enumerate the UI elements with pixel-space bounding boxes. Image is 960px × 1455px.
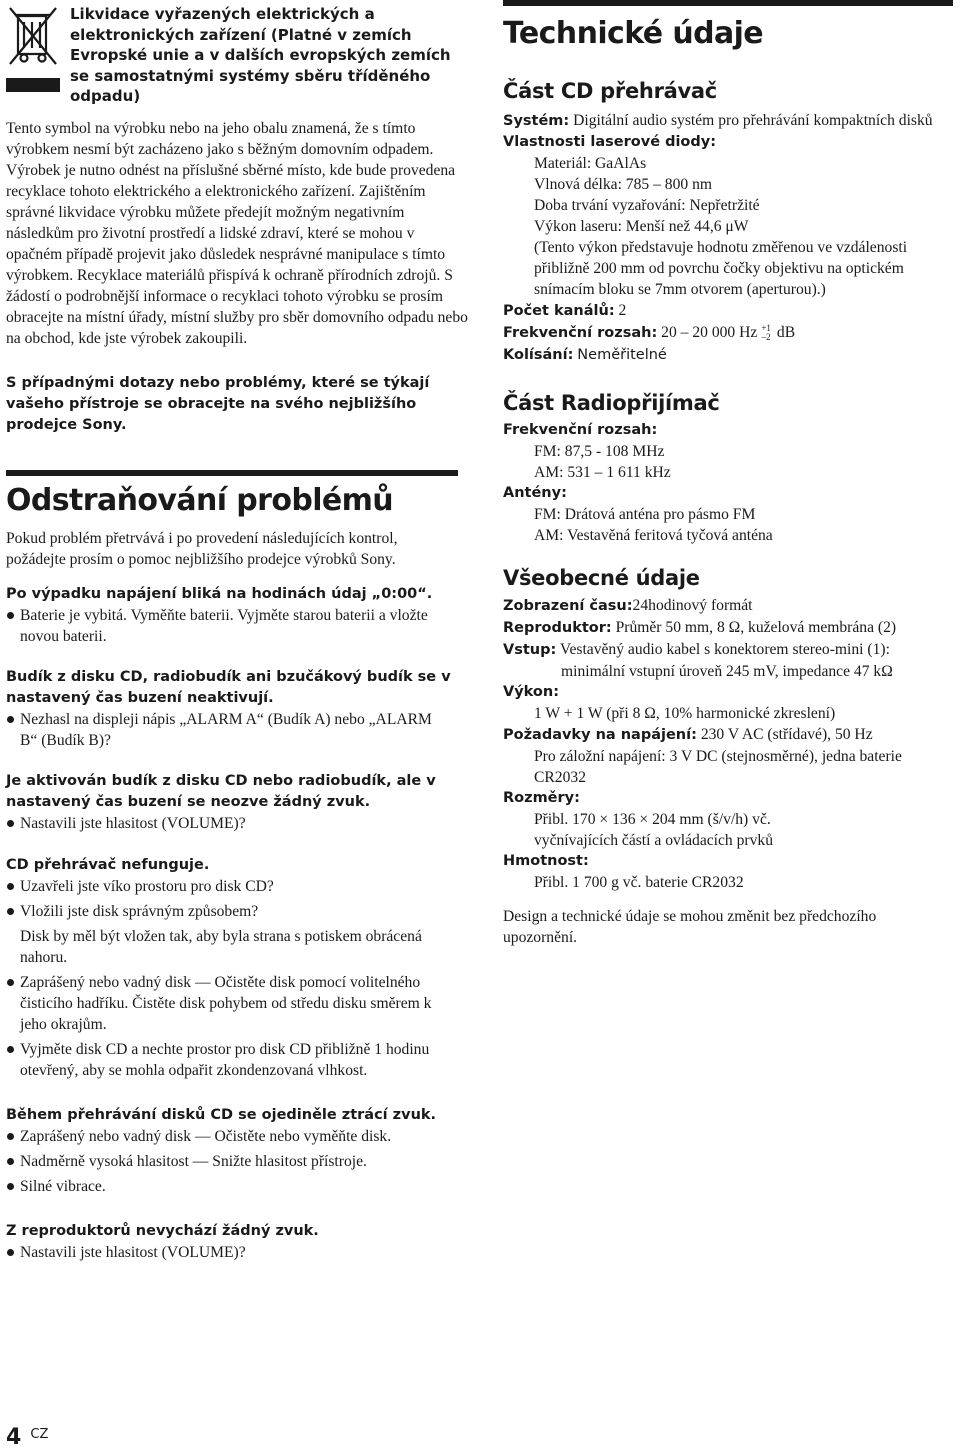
spec-label: Kolísání:	[503, 347, 574, 363]
spec-value: Doba trvání vyzařování: Nepřetržité	[534, 197, 760, 214]
weee-heading: Likvidace vyřazených elektrických a elektronických zařízení (Platné v zemích Evropské unie a v dalších evropských zemích se samostatnými systémy sběru tříděného odpadu)	[70, 5, 451, 105]
gen-output-label: Výkon:	[503, 684, 560, 700]
spec-value: Výkon laseru: Menší než 44,6 μW	[534, 218, 749, 235]
language-code: CZ	[30, 1427, 49, 1442]
spec-value: AM: 531 – 1 611 kHz	[534, 464, 671, 481]
page-number: 4	[6, 1425, 22, 1450]
spec-label: Vstup:	[503, 642, 557, 658]
issue-question: Po výpadku napájení bliká na hodinách údaj „0:00“.	[6, 586, 433, 602]
cd-frequency	[503, 322, 955, 344]
spec-label: Reproduktor:	[503, 620, 612, 636]
issue-note: Disk by měl být vložen tak, aby byla strana s potiskem obrácená nahoru.	[20, 928, 422, 966]
spec-value: FM: 87,5 - 108 MHz	[534, 443, 665, 460]
spec-value: AM: Vestavěná feritová tyčová anténa	[534, 527, 773, 544]
tolerance: +1 –2	[761, 323, 771, 343]
cd-channels	[503, 300, 955, 322]
cd-system	[503, 110, 955, 132]
issue-5	[6, 1105, 468, 1197]
spec-value: Průměr 50 mm, 8 Ω, kuželová membrána (2)	[615, 619, 897, 636]
issue-answer: Zaprášený nebo vadný disk — Očistěte nebo vyměňte disk.	[6, 1126, 468, 1147]
issue-question: Z reproduktorů nevychází žádný zvuk.	[6, 1223, 319, 1239]
left-column	[6, 0, 468, 1263]
issue-answer: Vložili jste disk správným způsobem?	[6, 901, 468, 922]
spec-value: 2	[618, 302, 627, 319]
spec-label: Požadavky na napájení:	[503, 727, 697, 743]
spec-value: Vestavěný audio kabel s konektorem stereo-mini (1):	[559, 641, 890, 658]
gen-dim-label: Rozměry:	[503, 790, 580, 806]
cd-section-title: Část CD přehrávač	[503, 79, 717, 103]
weee-body: Tento symbol na výrobku nebo na jeho obalu znamená, že s tímto výrobkem nesmí být zacházeno jako s běžným domovním odpadem. Výrobek je nutno odnést na příslušné sběrné místo, kde bude provedena recyklace tohoto elektrického a elektronického zařízení. Zajištěním správné likvidace výrobku můžete předejít možným negativním následkům pro životní prostředí a lidské zdraví, které se mohou v opačném případě projevit jako důsledek nesprávné manipulace s tímto výrobkem. Recyklace materiálů přispívá k ochraně přírodních zdrojů. S žádostí o podrobnější informace o recyklaci tohoto výrobku se prosím obracejte na místní úřady, místní služby pro sběr domovního odpadu nebo na obchod, kde jste výrobek zakoupili.	[6, 120, 468, 347]
radio-section-title: Část Radiopřijímač	[503, 391, 720, 415]
gen-clock	[503, 595, 955, 617]
spec-value: 230 V AC (střídavé), 50 Hz	[700, 726, 873, 743]
section-rule	[503, 0, 953, 6]
issue-answer: Uzavřeli jste víko prostoru pro disk CD?	[6, 876, 468, 897]
sony-contact-note: S případnými dotazy nebo problémy, které se týkají vašeho přístroje se obracejte na svého nejbližšího prodejce Sony.	[6, 375, 430, 433]
spec-value: Materiál: GaAlAs	[534, 155, 647, 172]
issue-2	[6, 667, 468, 751]
radio-freq-lines	[503, 441, 955, 483]
weee-block	[6, 0, 468, 110]
cd-wow	[503, 344, 955, 366]
issue-4	[6, 855, 468, 1081]
gen-input-2: minimální vstupní úroveň 245 mV, impedance 47 kΩ	[561, 663, 893, 680]
radio-freq-label: Frekvenční rozsah:	[503, 422, 658, 438]
crossed-out-wheelie-bin-icon	[6, 2, 62, 94]
spec-label: Zobrazení času:	[503, 598, 633, 614]
gen-power	[503, 724, 955, 746]
gen-dim-lines	[503, 809, 955, 851]
spec-unit: dB	[776, 324, 796, 341]
issue-question: Je aktivován budík z disku CD nebo radiobudík, ale v nastavený čas buzení se neozve žádný zvuk.	[6, 773, 436, 810]
issue-answer: Nezhasl na displeji nápis „ALARM A“ (Budík A) nebo „ALARM B“ (Budík B)?	[6, 709, 440, 751]
issue-question: Během přehrávání disků CD se ojediněle ztrácí zvuk.	[6, 1107, 437, 1123]
page-footer	[6, 1425, 48, 1450]
cd-laser-label: Vlastnosti laserové diody:	[503, 134, 717, 150]
gen-power-backup: Pro záložní napájení: 3 V DC (stejnosměrné), jedna baterie CR2032	[534, 748, 902, 786]
issue-answer: Nadměrně vysoká hlasitost — Snižte hlasitost přístroje.	[6, 1151, 468, 1172]
specs-title: Technické údaje	[503, 16, 764, 51]
issue-answer: Nastavili jste hlasitost (VOLUME)?	[6, 813, 468, 834]
troubleshooting-title: Odstraňování problémů	[6, 483, 394, 518]
radio-ant-label: Antény:	[503, 485, 567, 501]
right-column	[503, 0, 955, 948]
gen-speaker	[503, 617, 955, 639]
issue-answer: Baterie je vybitá. Vyměňte baterii. Vyjměte starou baterii a vložte novou baterii.	[6, 605, 450, 647]
gen-mass-value: Přibl. 1 700 g vč. baterie CR2032	[534, 874, 744, 891]
radio-ant-lines	[503, 504, 955, 546]
spec-value: Přibl. 170 × 136 × 204 mm (š/v/h) vč.	[534, 811, 771, 828]
issue-question: Budík z disku CD, radiobudík ani bzučákový budík se v nastavený čas buzení neaktivují.	[6, 669, 451, 706]
issue-answer: Zaprášený nebo vadný disk — Očistěte disk pomocí volitelného čisticího hadříku. Čistěte disk pohybem od středu disku směrem k jeho okrajům.	[6, 972, 440, 1035]
spec-value: Vlnová délka: 785 – 800 nm	[534, 176, 713, 193]
spec-value: FM: Drátová anténa pro pásmo FM	[534, 506, 756, 523]
spec-label: Systém:	[503, 113, 570, 129]
cd-laser-lines	[503, 153, 955, 300]
specs-disclaimer: Design a technické údaje se mohou změnit bez předchozího upozornění.	[503, 908, 877, 946]
section-rule	[6, 470, 458, 476]
troubleshooting-intro: Pokud problém přetrvává i po provedení následujících kontrol, požádejte prosím o pomoc nejbližšího prodejce výrobků Sony.	[6, 530, 398, 568]
spec-value: 20 – 20 000 Hz	[661, 324, 758, 341]
general-section-title: Všeobecné údaje	[503, 566, 700, 590]
spec-value: Neměřitelné	[577, 347, 667, 363]
issue-3	[6, 771, 468, 834]
gen-mass-label: Hmotnost:	[503, 853, 589, 869]
gen-input	[503, 639, 955, 661]
issue-answer: Nastavili jste hlasitost (VOLUME)?	[6, 1242, 468, 1263]
spec-label: Frekvenční rozsah:	[503, 325, 658, 341]
issue-answer: Vyjměte disk CD a nechte prostor pro disk CD přibližně 1 hodinu otevřený, aby se mohla odpařit zkondenzovaná vlhkost.	[6, 1039, 452, 1081]
spec-label: Počet kanálů:	[503, 303, 615, 319]
issue-question: CD přehrávač nefunguje.	[6, 857, 210, 873]
spec-value: (Tento výkon představuje hodnotu změřenou ve vzdálenosti přibližně 200 mm od povrchu čočky objektivu na optickém snímacím bloku se 7mm otvorem (aperturou).)	[534, 239, 908, 298]
spec-value: vyčnívajících částí a ovládacích prvků	[534, 832, 774, 849]
issue-6	[6, 1221, 468, 1263]
issue-1	[6, 584, 468, 647]
spec-value: 24hodinový formát	[632, 597, 753, 614]
spec-value: Digitální audio systém pro přehrávání kompaktních disků	[573, 112, 933, 129]
issue-answer: Silné vibrace.	[6, 1176, 468, 1197]
gen-output-value: 1 W + 1 W (při 8 Ω, 10% harmonické zkreslení)	[534, 705, 836, 722]
